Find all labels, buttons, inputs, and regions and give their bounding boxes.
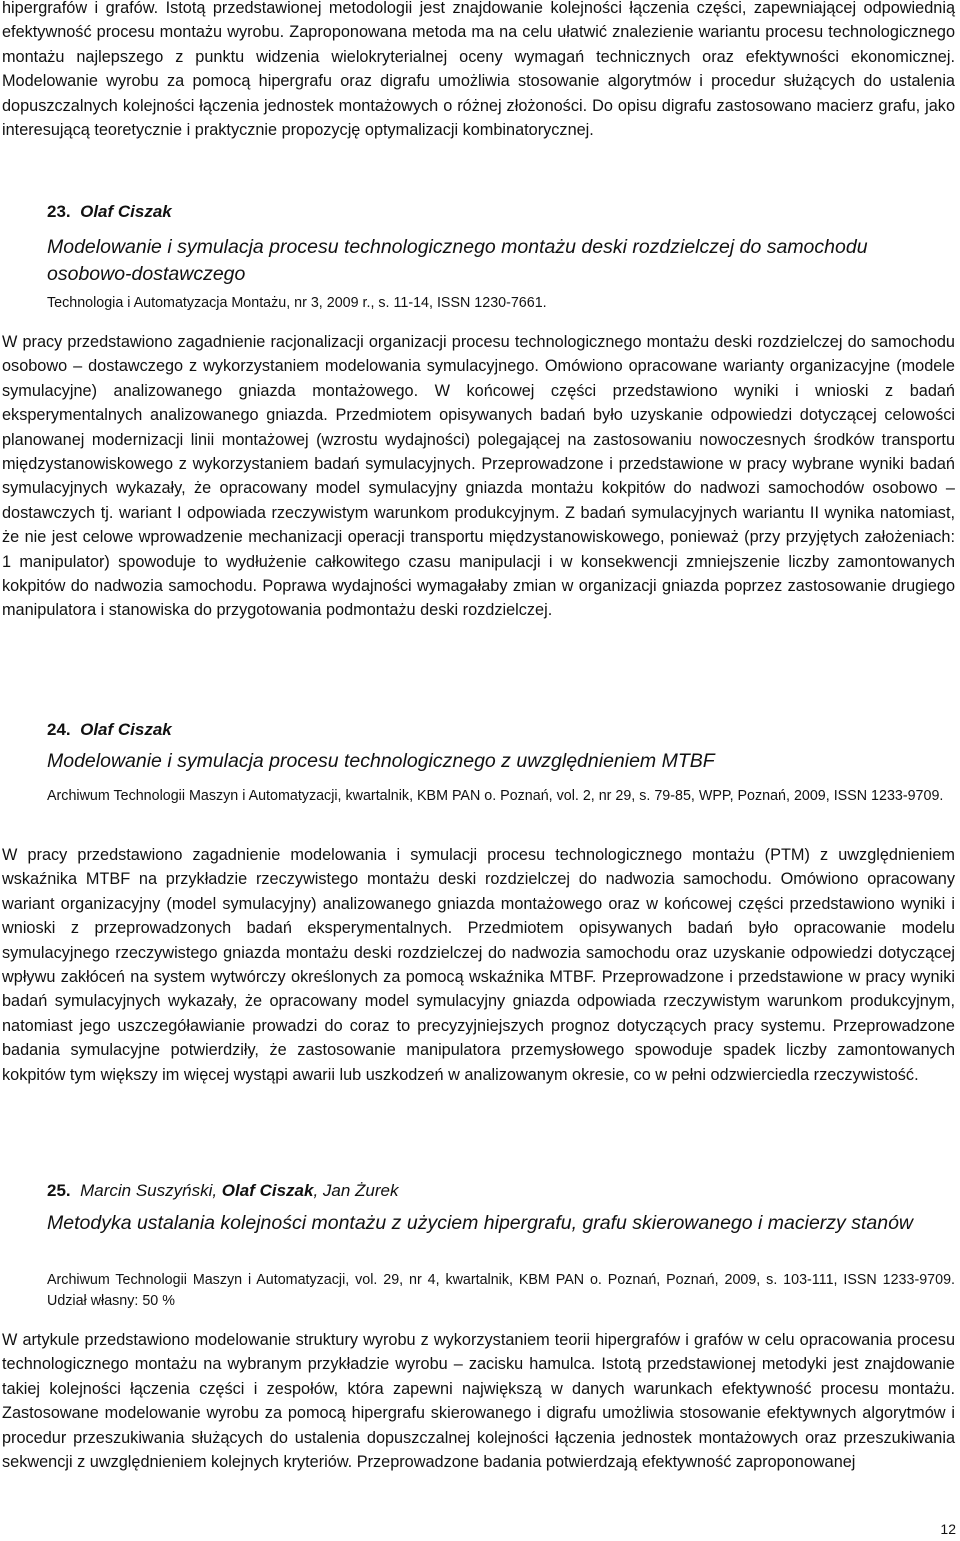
entry-authors: Marcin Suszyński, Olaf Ciszak, Jan Żurek — [80, 1181, 399, 1200]
author-highlight: Olaf Ciszak — [80, 720, 172, 739]
entry-23-source: Technologia i Automatyzacja Montażu, nr 3, 2009 r., s. 11-14, ISSN 1230-7661. — [47, 295, 547, 311]
entry-25-title: Metodyka ustalania kolejności montażu z użyciem hipergrafu, grafu skierowanego i macierzy stanów — [47, 1212, 913, 1234]
entry-23-abstract: W pracy przedstawiono zagadnienie racjonalizacji organizacji procesu technologicznego montażu deski rozdzielczej do samochodu osobowo – dostawczego z wykorzystaniem modelowania symulacyjnego. Omówiono opracowane warianty organizacyjne (modele symulacyjne) analizowanego gniazda montażowego. W końcowej części przedstawiono wyniki i wnioski z badań eksperymentalnych analizowanego gniazda. Przedmiotem opisywanych badań było uzyskanie odpowiedzi dotyczącej celowości planowanej modernizacji linii montażowej (wzrostu wydajności) polegającej na zastosowaniu nowoczesnych środków transportu międzystanowiskowego z wykorzystaniem badań symulacyjnych. Przeprowadzone i przedstawione w pracy wybrane wyniki badań symulacyjnych wykazały, że opracowany model symulacyjny gniazda montażu kokpitów do nadwozi samochodów osobowo – dostawczych tj. wariant I odpowiada rzeczywistym warunkom produkcyjnym. Z badań symulacyjnych wariantu II wynika natomiast, że nie jest celowe wprowadzenie mechanizacji operacji transportu międzystanowiskowego, ponieważ (przy przyjętych założeniach: 1 manipulator) spowoduje to wydłużenie całkowitego czasu manipulacji i w konsekwencji zmniejszenie liczby zamontowanych kokpitów do nadwozia samochodu. Poprawa wydajności wymagałaby zmian w organizacji gniazda poprzez zastosowanie drugiego manipulatora i stanowiska do przygotowania podmontażu deski rozdzielczej. — [2, 333, 955, 620]
author-highlight: Olaf Ciszak — [80, 202, 172, 221]
entry-authors — [80, 720, 172, 739]
page-number: 12 — [940, 1521, 956, 1537]
entry-25-source: Archiwum Technologii Maszyn i Automatyzacji, vol. 29, nr 4, kwartalnik, KBM PAN o. Poznań, Poznań, 2009, s. 103-111, ISSN 1233-9709. Udział własny: 50 % — [47, 1272, 955, 1309]
entry-24-source: Archiwum Technologii Maszyn i Automatyzacji, kwartalnik, KBM PAN o. Poznań, vol. 2, nr 29, s. 79-85, WPP, Poznań, 2009, ISSN 1233-9709. — [47, 788, 944, 804]
entry-23-title: Modelowanie i symulacja procesu technologicznego montażu deski rozdzielczej do samochodu osobowo-dostawczego — [47, 236, 868, 285]
entry-authors — [80, 202, 172, 221]
entry-25-abstract: W artykule przedstawiono modelowanie struktury wyrobu z wykorzystaniem teorii hipergrafów i grafów w celu opracowania procesu technologicznego montażu na wybranym przykładzie wyrobu – zacisku hamulca. Istotą przedstawionej metodyki jest znajdowanie takiej kolejności łączenia części i zespołów, która zapewni największą w danych warunkach efektywność procesu montażu. Zastosowane modelowanie wyrobu za pomocą hipergrafu skierowanego i digrafu umożliwia stosowanie efektywnych algorytmów i procedur przeszukiwania służących do ustalenia dopuszczalnej kolejności łączenia jednostek montażowych oraz przeszukiwania sekwencji z uwzględnieniem kolejnych kryteriów. Przeprowadzone badania potwierdzają efektywność zaproponowanej — [2, 1331, 955, 1472]
entry-24-abstract: W pracy przedstawiono zagadnienie modelowania i symulacji procesu technologicznego montażu (PTM) z uwzględnieniem wskaźnika MTBF na przykładzie rzeczywistego montażu deski rozdzielczej do nadwozia samochodu. Omówiono opracowany wariant organizacyjny (model symulacyjny) analizowanego gniazda montażowego oraz w końcowej części przedstawiono wyniki i wnioski z przeprowadzonych badań eksperymentalnych. Przedmiotem opisywanych badań było opracowanie modelu symulacyjnego rzeczywistego gniazda montażu deski rozdzielczej do nadwozia samochodu oraz uzyskanie odpowiedzi dotyczącej wpływu zakłóceń na system wytwórczy określonych za pomocą wskaźnika MTBF. Przeprowadzone i przedstawione w pracy wyniki badań symulacyjnych wykazały, że opracowany model symulacyjny gniazda odpowiada rzeczywistym warunkom produkcyjnym, natomiast jego uszczegóławianie prowadzi do coraz to precyzyjniejszych prognoz dotyczących pracy systemu. Przeprowadzone badania symulacyjne potwierdziły, że zastosowanie manipulatora przemysłowego spowoduje spadek liczby zamontowanych kokpitów tym większy im więcej wystąpi awarii lub uszkodzeń w analizowanym okresie, co w pełni odzwierciedla rzeczywistość. — [2, 846, 955, 1084]
entry-number: 25. — [47, 1181, 71, 1200]
entry-number: 24. — [47, 720, 71, 739]
entry-number: 23. — [47, 202, 71, 221]
author-highlight: Olaf Ciszak — [221, 1181, 314, 1200]
entry-24-title: Modelowanie i symulacja procesu technologicznego z uwzględnieniem MTBF — [47, 750, 715, 772]
entry-23-heading — [47, 201, 172, 223]
intro-paragraph: hipergrafów i grafów. Istotą przedstawionej metodologii jest znajdowanie kolejności łączenia części, zapewniającej odpowiednią efektywność procesu montażu wyrobu. Zaproponowana metoda ma na celu ułatwić znalezienie wariantu procesu technologicznego montażu najlepszego z punktu widzenia wielokryterialnej oceny wymagań technicznych oraz efektywności ekonomicznej. Modelowanie wyrobu za pomocą hipergrafu oraz digrafu umożliwia stosowanie algorytmów i procedur służących do ustalenia dopuszczalnych kolejności łączenia jednostek montażowych o różnej złożoności. Do opisu digrafu zastosowano macierz grafu, jako interesującą teoretycznie i praktycznie propozycję optymalizacji kombinatorycznej. — [2, 0, 955, 140]
entry-24-heading — [47, 719, 172, 741]
entry-25-heading — [47, 1180, 399, 1202]
